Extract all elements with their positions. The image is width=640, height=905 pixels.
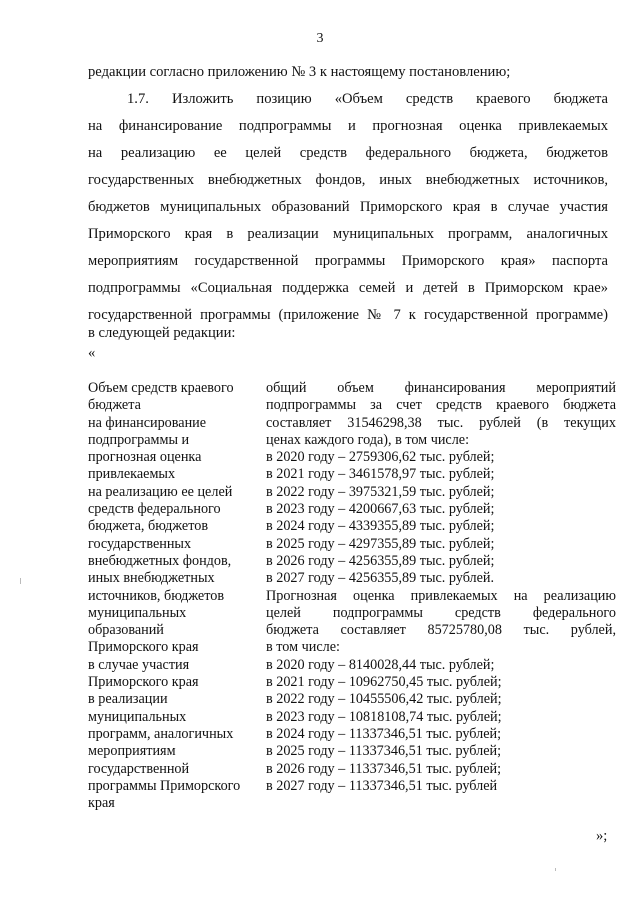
right-line: в 2027 году – 11337346,51 тыс. рублей — [266, 777, 498, 794]
left-line: в случае участия — [88, 656, 190, 673]
left-line: на финансирование — [88, 414, 207, 431]
right-line: в 2025 году – 4297355,89 тыс. рублей; — [266, 535, 495, 552]
left-line: программ, аналогичных — [88, 725, 234, 742]
right-line: в 2027 году – 4256355,89 тыс. рублей. — [266, 570, 495, 587]
right-line: общий объем финансирования мероприятий — [266, 380, 616, 396]
left-line: в реализации — [88, 691, 168, 708]
left-line: внебюджетных фондов, — [88, 552, 232, 569]
right-line: ценах каждого года), в том числе: — [266, 431, 470, 448]
right-line: в 2022 году – 3975321,59 тыс. рублей; — [266, 483, 495, 500]
right-line: в 2020 году – 2759306,62 тыс. рублей; — [266, 449, 495, 466]
left-line: Объем средств краевого — [88, 380, 234, 396]
body-line-3: на финансирование подпрограммы и прогнозная оценка привлекаемых — [88, 118, 608, 134]
left-line: государственной — [88, 760, 190, 777]
body-line-11: в следующей редакции: — [88, 325, 236, 341]
right-line: в 2021 году – 10962750,45 тыс. рублей; — [266, 674, 502, 691]
left-line: образований — [88, 622, 164, 639]
scan-artifact — [20, 578, 21, 584]
left-line: Приморского края — [88, 639, 199, 656]
left-line: государственных — [88, 535, 192, 552]
left-line: привлекаемых — [88, 466, 176, 483]
left-line: прогнозная оценка — [88, 449, 202, 466]
right-line: составляет 31546298,38 тыс. рублей (в текущих — [266, 414, 616, 431]
left-line: мероприятиям — [88, 743, 176, 760]
right-line: Прогнозная оценка привлекаемых на реализацию — [266, 587, 616, 604]
left-line: Приморского края — [88, 674, 199, 691]
table-left-column — [88, 380, 258, 812]
right-line: целей подпрограммы средств федерального — [266, 604, 616, 621]
left-line: источников, бюджетов — [88, 587, 225, 604]
right-line: в 2023 году – 10818108,74 тыс. рублей; — [266, 708, 502, 725]
right-line: в 2020 году – 8140028,44 тыс. рублей; — [266, 656, 495, 673]
right-line: в том числе: — [266, 639, 340, 656]
right-line: в 2026 году – 11337346,51 тыс. рублей; — [266, 760, 502, 777]
body-line-2: 1.7. Изложить позицию «Объем средств краевого бюджета — [127, 91, 608, 107]
table-right-column — [266, 380, 616, 795]
right-line: в 2022 году – 10455506,42 тыс. рублей; — [266, 691, 502, 708]
left-line: подпрограммы и — [88, 431, 190, 448]
body-line-6: бюджетов муниципальных образований Приморского края в случае участия — [88, 199, 608, 215]
right-line: в 2026 году – 4256355,89 тыс. рублей; — [266, 552, 495, 569]
left-line: на реализацию ее целей — [88, 483, 233, 500]
right-line: подпрограммы за счет средств краевого бюджета — [266, 397, 616, 414]
open-quote: « — [88, 345, 96, 361]
left-line: бюджета, бюджетов — [88, 518, 209, 535]
body-line-1: редакции согласно приложению № 3 к настоящему постановлению; — [88, 64, 511, 80]
body-line-7: Приморского края в реализации муниципальных программ, аналогичных — [88, 226, 608, 242]
body-line-5: государственных внебюджетных фондов, иных внебюджетных источников, — [88, 172, 608, 188]
right-line: бюджета составляет 85725780,08 тыс. рублей, — [266, 622, 616, 639]
left-line: муниципальных — [88, 604, 187, 621]
body-line-10: государственной программы (приложение № 7 к государственной программе) — [88, 307, 608, 323]
right-line: в 2025 году – 11337346,51 тыс. рублей; — [266, 743, 502, 760]
right-line: в 2024 году – 4339355,89 тыс. рублей; — [266, 518, 495, 535]
left-line: края — [88, 795, 115, 812]
scan-artifact — [555, 868, 556, 871]
right-line: в 2024 году – 11337346,51 тыс. рублей; — [266, 725, 502, 742]
right-line: в 2023 году – 4200667,63 тыс. рублей; — [266, 501, 495, 518]
left-line: программы Приморского — [88, 777, 241, 794]
page-number: 3 — [316, 31, 324, 46]
body-line-9: подпрограммы «Социальная поддержка семей и детей в Приморском крае» — [88, 280, 608, 296]
left-line: муниципальных — [88, 708, 187, 725]
body-line-8: мероприятиям государственной программы Приморского края» паспорта — [88, 253, 608, 269]
left-line: средств федерального — [88, 501, 221, 518]
body-line-4: на реализацию ее целей средств федерального бюджета, бюджетов — [88, 145, 608, 161]
right-line: в 2021 году – 3461578,97 тыс. рублей; — [266, 466, 495, 483]
close-quote: »; — [596, 828, 608, 844]
left-line: иных внебюджетных — [88, 570, 215, 587]
left-line: бюджета — [88, 397, 141, 414]
